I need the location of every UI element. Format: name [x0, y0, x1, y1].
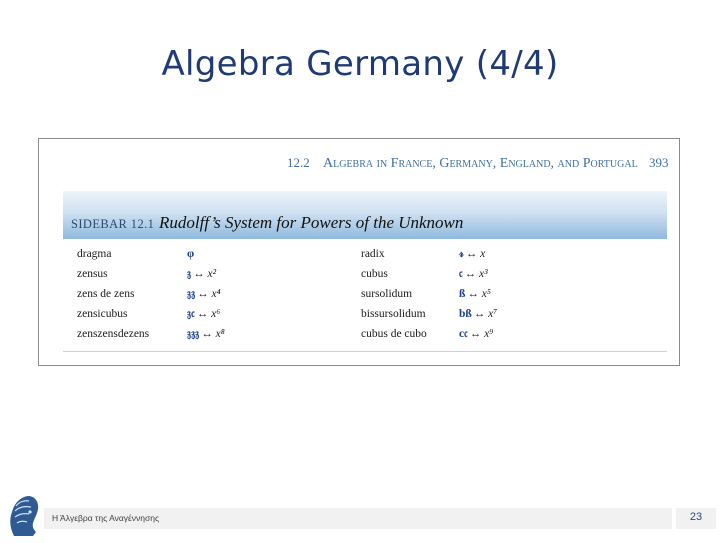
power-name-right: cubus — [361, 268, 388, 280]
power-equivalent: ↔ x² — [193, 268, 217, 280]
power-name-right: radix — [361, 248, 385, 260]
book-page-image — [38, 138, 680, 366]
notation-right — [459, 288, 491, 300]
notation-left — [187, 288, 221, 301]
cossic-symbol: φ — [187, 248, 195, 260]
cossic-symbol: 𝓇 — [459, 248, 464, 260]
cossic-symbol: 𝔷𝔷 — [187, 288, 196, 300]
power-name-right: cubus de cubo — [361, 328, 427, 340]
slide-number: 23 — [689, 511, 703, 523]
power-equivalent: ↔ x⁶ — [196, 308, 221, 320]
book-page-number: 393 — [649, 155, 669, 170]
notation-left — [187, 268, 216, 281]
power-equivalent: ↔ x — [465, 248, 486, 260]
power-equivalent: ↔ x³ — [464, 268, 488, 280]
section-number: 12.2 — [287, 155, 310, 170]
table-bottom-rule — [63, 351, 667, 352]
power-equivalent: ↔ x⁹ — [469, 328, 494, 340]
power-name-left: zensicubus — [77, 308, 128, 320]
power-equivalent: ↔ x⁵ — [467, 288, 491, 300]
slide-title: Algebra Germany (4/4) — [161, 44, 559, 84]
cossic-symbol: 𝔷 — [187, 268, 192, 280]
notation-right — [459, 248, 485, 261]
notation-right — [459, 308, 497, 320]
notation-left — [187, 308, 220, 321]
university-head-logo-icon — [6, 492, 40, 538]
power-name-right: sursolidum — [361, 288, 413, 300]
power-name-right: bissursolidum — [361, 308, 426, 320]
notation-left — [187, 328, 225, 341]
chapter-heading: Algebra in France, Germany, England, and Portugal — [323, 156, 638, 171]
notation-right — [459, 328, 493, 341]
table-row — [39, 325, 681, 345]
table-row — [39, 245, 681, 265]
cossic-symbol: 𝔠 — [459, 268, 463, 280]
cossic-symbol: 𝔷𝔷𝔷 — [187, 328, 200, 340]
power-name-left: zens de zens — [77, 288, 135, 300]
cossic-symbol: bß — [459, 308, 472, 320]
footer-text: Η Άλγεβρα της Αναγέννησης — [52, 513, 160, 523]
power-name-left: zensus — [77, 268, 108, 280]
table-row — [39, 305, 681, 325]
notation-left — [187, 248, 196, 260]
power-equivalent: ↔ x⁷ — [473, 308, 498, 320]
table-row — [39, 285, 681, 305]
power-name-left: dragma — [77, 248, 112, 260]
power-equivalent: ↔ x⁴ — [197, 288, 221, 300]
cossic-symbol: 𝔷𝔠 — [187, 308, 195, 320]
sidebar-title: Rudolff’s System for Powers of the Unknown — [159, 213, 464, 232]
table-row — [39, 265, 681, 285]
power-equivalent: ↔ x⁸ — [201, 328, 225, 340]
running-head — [287, 155, 667, 172]
sidebar-label: SIDEBAR 12.1 — [71, 217, 155, 231]
notation-right — [459, 268, 488, 281]
cossic-symbol: ß — [459, 288, 466, 300]
cossic-symbol: c𝔠 — [459, 328, 468, 340]
power-name-left: zenszensdezens — [77, 328, 150, 340]
